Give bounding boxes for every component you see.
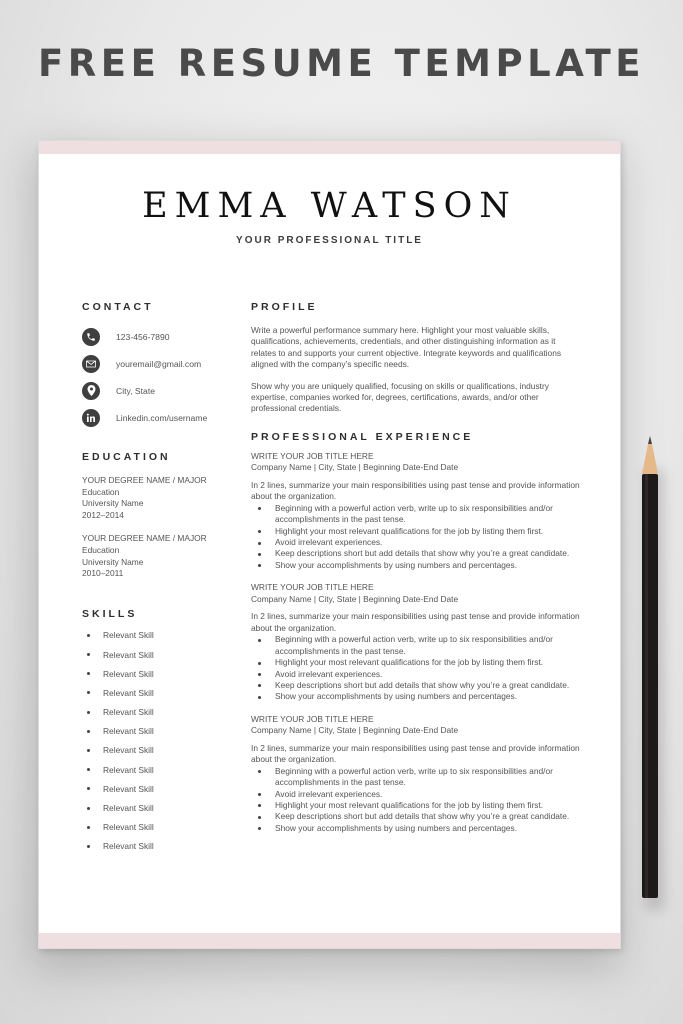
bullet-text: Avoid irrelevant experiences.	[275, 668, 383, 679]
bullet-icon	[87, 787, 90, 790]
contact-list	[82, 323, 247, 431]
skill-item	[82, 779, 247, 798]
skill-label: Relevant Skill	[103, 764, 154, 775]
contact-email: youremail@gmail.com	[116, 358, 202, 369]
contact-item-phone	[82, 323, 247, 350]
skill-label: Relevant Skill	[103, 649, 154, 660]
job-summary: In 2 lines, summarize your main responsibilities using past tense and provide information about the organization.	[251, 480, 580, 502]
job-title: WRITE YOUR JOB TITLE HERE	[251, 582, 374, 593]
school: University Name	[82, 556, 144, 567]
skill-label: Relevant Skill	[103, 841, 154, 852]
years: 2010–2011	[82, 568, 124, 579]
degree: YOUR DEGREE NAME / MAJOR	[82, 475, 207, 485]
bullet-icon	[87, 845, 90, 848]
accent-band-bottom	[39, 933, 620, 948]
skill-item	[82, 683, 247, 702]
bullet-icon	[87, 730, 90, 733]
bullet-icon	[87, 672, 90, 675]
bullet-text: Beginning with a powerful action verb, write up to six responsibilities and/or accomplishments in the past tense.	[275, 634, 553, 656]
bullet-icon	[87, 807, 90, 810]
job-bullet	[251, 789, 581, 800]
bullet-text: Show your accomplishments by using numbers and percentages.	[275, 822, 518, 833]
skill-item	[82, 645, 247, 664]
job-bullet	[251, 680, 581, 691]
job-meta: Company Name | City, State | Beginning Date-End Date	[251, 725, 459, 736]
skill-item	[82, 741, 247, 760]
field: Education	[82, 544, 120, 555]
bullet-icon	[258, 673, 261, 676]
linkedin-icon	[82, 409, 100, 427]
skill-item	[82, 722, 247, 741]
education-entry	[82, 533, 247, 579]
contact-item-linkedin	[82, 404, 247, 431]
job-title: WRITE YOUR JOB TITLE HERE	[251, 450, 374, 461]
skill-item	[82, 626, 247, 645]
bullet-text: Show your accomplishments by using numbers and percentages.	[275, 691, 518, 702]
resume-page	[38, 140, 621, 949]
bullet-icon	[258, 827, 261, 830]
skill-item	[82, 664, 247, 683]
contact-linkedin[interactable]: Linkedin.com/username	[116, 412, 208, 423]
job-bullets	[251, 634, 581, 702]
job-bullet	[251, 669, 581, 680]
contact-item-location	[82, 377, 247, 404]
skill-label: Relevant Skill	[103, 726, 154, 737]
bullet-text: Keep descriptions short but add details that show why you’re a great candidate.	[275, 811, 570, 822]
skill-item	[82, 703, 247, 722]
profile-paragraph: Show why you are uniquely qualified, focusing on skills or qualifications, industry expertise, companies worked for, degrees, certifications, awards, and/or other professional credentials.	[251, 380, 549, 414]
job-bullet	[251, 766, 581, 789]
skill-item	[82, 818, 247, 837]
field: Education	[82, 486, 120, 497]
bullet-icon	[258, 793, 261, 796]
job-bullet	[251, 811, 581, 822]
bullet-icon	[258, 564, 261, 567]
bullet-icon	[258, 507, 261, 510]
skills-heading: SKILLS	[82, 607, 138, 620]
bullet-icon	[258, 542, 261, 545]
job-entry	[251, 714, 581, 834]
banner-title: FREE RESUME TEMPLATE	[38, 42, 645, 85]
bullet-icon	[258, 553, 261, 556]
email-icon	[82, 355, 100, 373]
skill-item	[82, 837, 247, 856]
job-summary: In 2 lines, summarize your main responsibilities using past tense and provide information about the organization.	[251, 611, 580, 633]
job-bullet	[251, 657, 581, 668]
skill-label: Relevant Skill	[103, 822, 154, 833]
contact-item-email	[82, 350, 247, 377]
bullet-icon	[87, 691, 90, 694]
degree: YOUR DEGREE NAME / MAJOR	[82, 533, 207, 544]
bullet-text: Keep descriptions short but add details that show why you’re a great candidate.	[275, 679, 570, 690]
skill-label: Relevant Skill	[103, 707, 154, 718]
job-title: WRITE YOUR JOB TITLE HERE	[251, 713, 374, 724]
bullet-text: Beginning with a powerful action verb, write up to six responsibilities and/or accomplishments in the past tense.	[275, 765, 553, 788]
bullet-text: Highlight your most relevant qualifications for the job by listing them first.	[275, 525, 544, 536]
job-bullet	[251, 526, 581, 537]
pencil-image	[640, 436, 660, 902]
bullet-icon	[258, 770, 261, 773]
location-icon	[82, 382, 100, 400]
job-bullet	[251, 800, 581, 811]
bullet-icon	[258, 639, 261, 642]
left-column	[82, 301, 247, 856]
job-bullet	[251, 537, 581, 548]
accent-band-top	[39, 141, 620, 154]
bullet-text: Keep descriptions short but add details that show why you’re a great candidate.	[275, 548, 570, 559]
job-summary: In 2 lines, summarize your main responsibilities using past tense and provide information about the organization.	[251, 742, 580, 765]
education-heading: EDUCATION	[82, 451, 171, 463]
bullet-icon	[87, 826, 90, 829]
right-column	[251, 301, 581, 845]
profile-paragraph: Write a powerful performance summary here. Highlight your most valuable skills, qualifications, achievements, credentials, and other distinguishing information as it relates to and supports your current objective. Integrate keywords and qualifications aligned with the company’s specific needs.	[251, 325, 562, 370]
resume-name: EMMA WATSON	[142, 186, 517, 226]
job-bullet	[251, 560, 581, 571]
job-bullets	[251, 503, 581, 571]
profile-heading: PROFILE	[251, 301, 318, 313]
job-bullet	[251, 691, 581, 702]
job-meta: Company Name | City, State | Beginning Date-End Date	[251, 593, 459, 604]
bullet-icon	[258, 662, 261, 665]
skill-label: Relevant Skill	[103, 745, 154, 756]
skill-label: Relevant Skill	[103, 687, 154, 698]
bullet-text: Highlight your most relevant qualifications for the job by listing them first.	[275, 799, 544, 810]
skill-label: Relevant Skill	[103, 668, 154, 679]
bullet-icon	[87, 653, 90, 656]
bullet-icon	[258, 684, 261, 687]
job-bullets	[251, 766, 581, 834]
bullet-icon	[258, 816, 261, 819]
job-bullet	[251, 823, 581, 834]
job-entry	[251, 582, 581, 702]
bullet-icon	[258, 696, 261, 699]
skill-label: Relevant Skill	[103, 783, 154, 794]
contact-phone: 123-456-7890	[116, 331, 170, 342]
years: 2012–2014	[82, 509, 124, 520]
bullet-icon	[258, 804, 261, 807]
bullet-text: Avoid irrelevant experiences.	[275, 788, 383, 799]
contact-location: City, State	[116, 385, 156, 396]
bullet-text: Highlight your most relevant qualifications for the job by listing them first.	[275, 657, 544, 668]
experience-heading: PROFESSIONAL EXPERIENCE	[251, 430, 474, 443]
school: University Name	[82, 498, 144, 509]
bullet-icon	[87, 634, 90, 637]
bullet-icon	[258, 530, 261, 533]
job-bullet	[251, 548, 581, 559]
skills-list	[82, 626, 247, 856]
bullet-text: Beginning with a powerful action verb, write up to six responsibilities and/or accomplishments in the past tense.	[275, 502, 553, 525]
job-meta: Company Name | City, State | Beginning Date-End Date	[251, 462, 459, 473]
bullet-text: Show your accomplishments by using numbers and percentages.	[275, 559, 518, 570]
job-bullet	[251, 503, 581, 526]
phone-icon	[82, 328, 100, 346]
bullet-icon	[87, 711, 90, 714]
skill-item	[82, 798, 247, 817]
professional-title: YOUR PROFESSIONAL TITLE	[236, 235, 423, 246]
skill-label: Relevant Skill	[103, 630, 154, 641]
bullet-text: Avoid irrelevant experiences.	[275, 537, 383, 548]
bullet-icon	[87, 768, 90, 771]
job-bullet	[251, 634, 581, 657]
skill-label: Relevant Skill	[103, 803, 154, 814]
contact-heading: CONTACT	[82, 301, 154, 313]
bullet-icon	[87, 749, 90, 752]
education-entry	[82, 475, 247, 521]
job-entry	[251, 451, 581, 571]
skill-item	[82, 760, 247, 779]
